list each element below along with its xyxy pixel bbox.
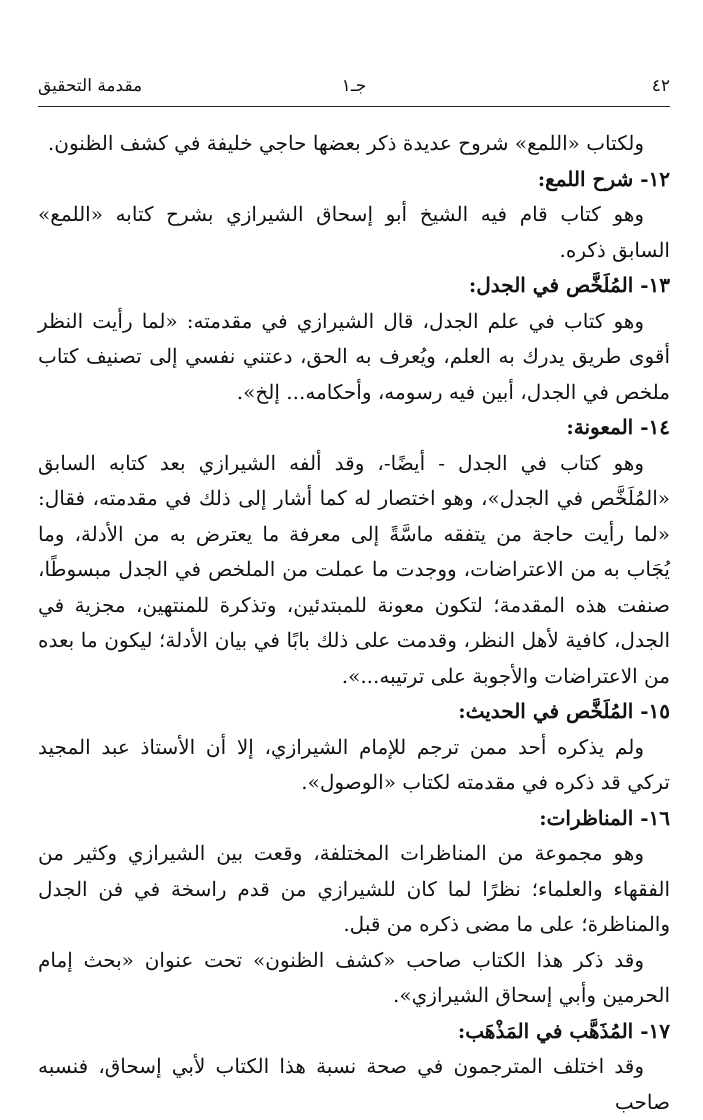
entry-heading: ١٣- المُلَخَّص في الجدل: bbox=[468, 273, 670, 297]
entry-heading: ١٤- المعونة: bbox=[566, 415, 670, 439]
volume-label: جـ١ bbox=[341, 76, 367, 96]
paragraph: وقد ذكر هذا الكتاب صاحب «كشف الظنون» تحت عنوان «بحث إمام الحرمين وأبي إسحاق الشيرازي». bbox=[38, 947, 670, 1007]
entry-heading: ١٢- شرح اللمع: bbox=[537, 166, 670, 191]
page-body bbox=[38, 126, 670, 1120]
paragraph: ولم يذكره أحد ممن ترجم للإمام الشيرازي، إلا أن الأستاذ عبد المجيد تركي قد ذكره في مقدمته لكتاب «الوصول». bbox=[38, 734, 670, 794]
paragraph: وهو كتاب قام فيه الشيخ أبو إسحاق الشيرازي بشرح كتابه «اللمع» السابق ذكره. bbox=[38, 202, 670, 262]
entry-heading: ١٥- المُلَخَّص في الحديث: bbox=[458, 699, 670, 723]
entry-heading: ١٧- المُذَهَّب في المَذْهَب: bbox=[457, 1018, 670, 1043]
page-number: ٤٢ bbox=[651, 76, 670, 96]
paragraph: وقد اختلف المترجمون في صحة نسبة هذا الكتاب لأبي إسحاق، فنسبه صاحب bbox=[38, 1054, 670, 1114]
book-page bbox=[38, 0, 670, 1114]
paragraph: وهو كتاب في علم الجدل، قال الشيرازي في مقدمته: «لما رأيت النظر أقوى طريق يدرك به العلم، ويُعرف به الحق، دعتني نفسي إلى تصنيف كتاب ملخص في الجدل، أبين فيه رسومه، وأحكامه... إلخ». bbox=[38, 308, 670, 404]
header-rule bbox=[38, 106, 670, 107]
paragraph: وهو كتاب في الجدل - أيضًا-، وقد ألفه الشيرازي بعد كتابه السابق «المُلَخَّص في الجدل»، وهو اختصار له كما أشار إلى ذلك في مقدمته، فقال: «لما رأيت حاجة من يتفقه ماسَّةً إلى معرفة ما يعترض به من الأدلة، وما يُجَاب به من الاعتراضات، ووجدت ما عملت من الملخص في الجدل مبسوطًا، صنفت هذه المقدمة؛ لتكون معونة للمبتدئين، وتذكرة للمنتهين، مجزية في الجدل، كافية لأهل النظر، وقدمت على ذلك بابًا في بيان الأدلة؛ ليكون ما بعده من الاعتراضات والأجوبة على ترتيبه...». bbox=[38, 450, 670, 688]
section-title: مقدمة التحقيق bbox=[38, 76, 143, 96]
entry-heading: ١٦- المناظرات: bbox=[539, 805, 670, 830]
paragraph: ولكتاب «اللمع» شروح عديدة ذكر بعضها حاجي خليفة في كشف الظنون. bbox=[47, 131, 644, 155]
paragraph: وهو مجموعة من المناظرات المختلفة، وقعت بين الشيرازي وكثير من الفقهاء والعلماء؛ نظرًا لما كان للشيرازي من قدم راسخة في فن الجدل والمناظرة؛ على ما مضى ذكره من قبل. bbox=[38, 841, 670, 936]
running-header bbox=[38, 74, 670, 102]
